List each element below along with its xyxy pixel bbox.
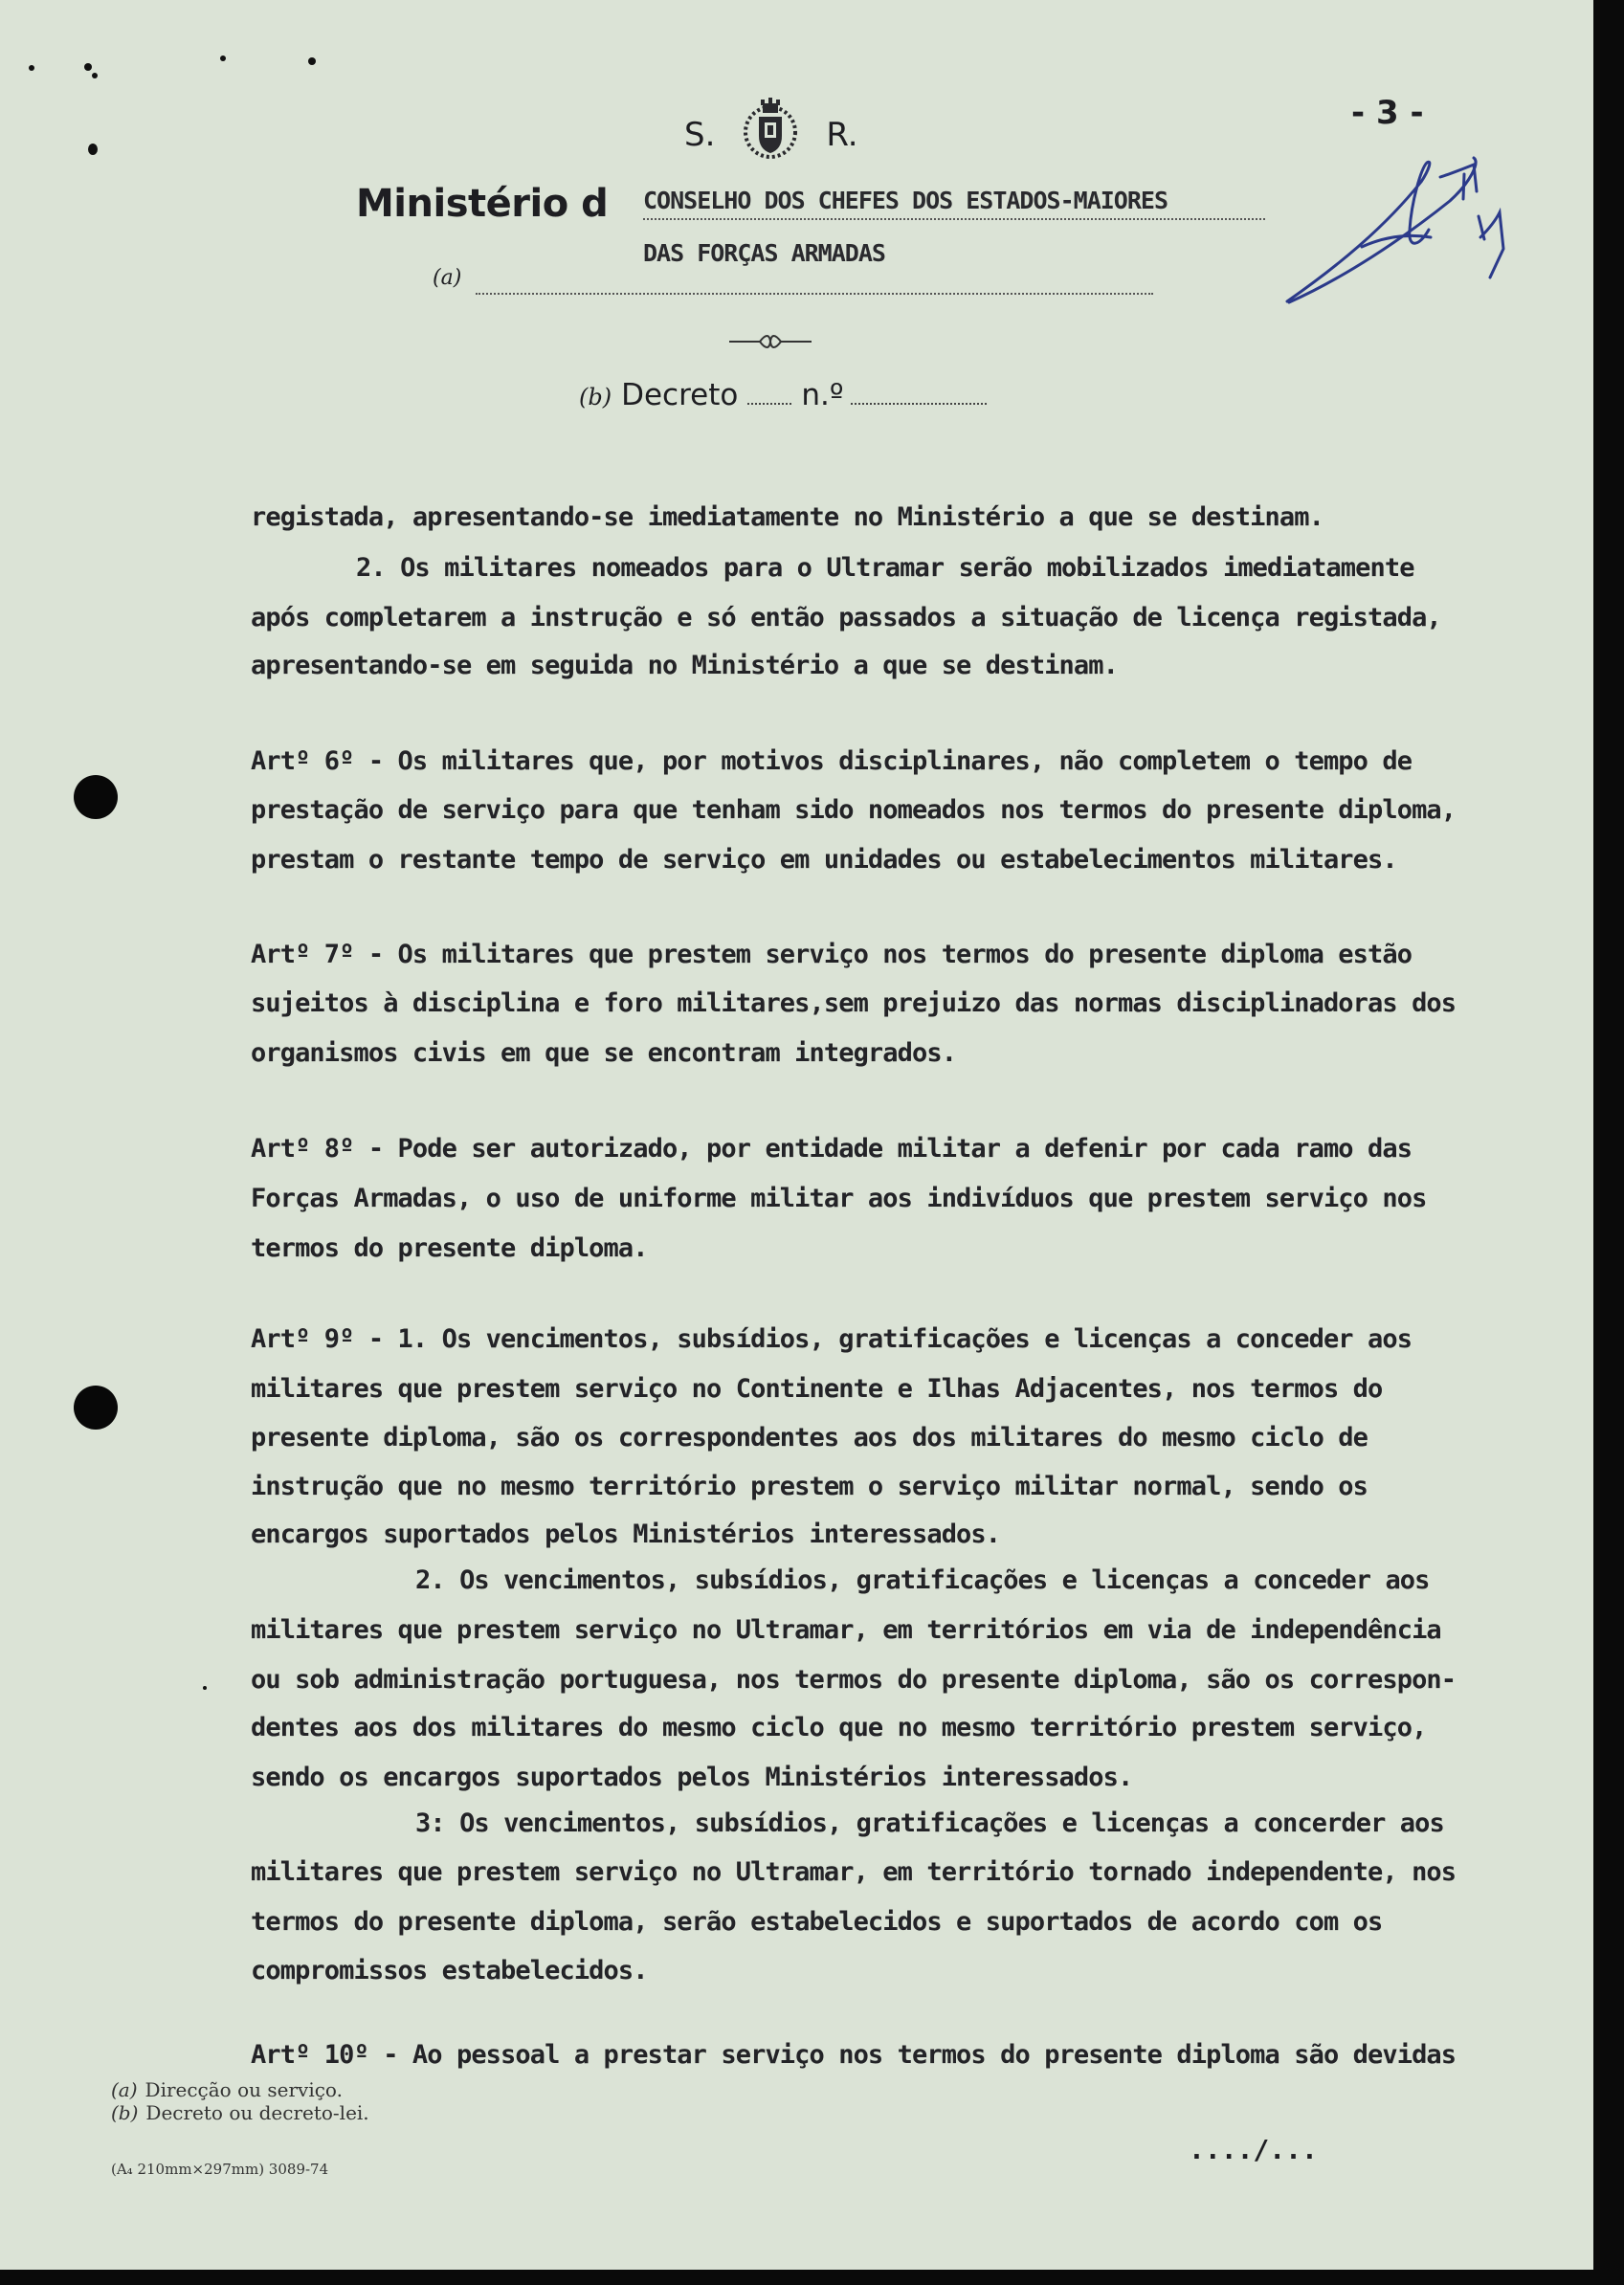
scan-speck <box>29 65 34 71</box>
handwritten-signature <box>1278 124 1517 316</box>
body-line: 2. Os militares nomeados para o Ultramar serão mobilizados imediatamente <box>356 553 1414 583</box>
body-line: 2. Os vencimentos, subsídios, gratificações e licenças a conceder aos <box>415 1565 1430 1595</box>
body-line: Artº 10º - Ao pessoal a prestar serviço nos termos do presente diploma são devidas <box>251 2040 1457 2070</box>
punch-hole <box>74 1386 118 1430</box>
body-line: instrução que no mesmo território prestem o serviço militar normal, sendo os <box>251 1472 1368 1501</box>
continuation-mark: ..../... <box>1189 2134 1318 2165</box>
footnote-marker-a: (a) <box>433 266 462 290</box>
page-number: - 3 - <box>1351 94 1424 132</box>
ministry-name-line2: DAS FORÇAS ARMADAS <box>643 239 885 267</box>
body-line: militares que prestem serviço no Ultramar, em territórios em via de independência <box>251 1615 1441 1645</box>
body-line: prestam o restante tempo de serviço em unidades ou estabelecimentos militares. <box>251 845 1397 875</box>
body-line: ou sob administração portuguesa, nos termos do presente diploma, são os correspon- <box>251 1665 1457 1695</box>
fill-in-line <box>476 293 1153 295</box>
footnote-marker-b: (b) <box>579 384 612 410</box>
header-sr <box>684 96 858 173</box>
decreto-number-label: n.º <box>801 378 844 412</box>
body-line: Artº 6º - Os militares que, por motivos disciplinares, não completem o tempo de <box>251 746 1413 776</box>
scan-speck <box>88 144 98 155</box>
decreto-type-blank <box>747 380 791 405</box>
ornament-divider <box>727 330 813 351</box>
footnote-b-marker: (b) <box>111 2101 139 2124</box>
body-line: Artº 9º - 1. Os vencimentos, subsídios, gratificações e licenças a conceder aos <box>251 1324 1413 1354</box>
body-line: termos do presente diploma, serão estabelecidos e suportados de acordo com os <box>251 1907 1383 1937</box>
scan-speck <box>92 73 98 78</box>
header-letter-r: R. <box>826 115 858 154</box>
scan-border-right <box>1593 0 1624 2285</box>
scan-speck <box>203 1686 207 1690</box>
body-line: dentes aos dos militares do mesmo ciclo que no mesmo território prestem serviço, <box>251 1713 1427 1742</box>
body-line: encargos suportados pelos Ministérios interessados. <box>251 1520 1001 1549</box>
form-code: (A₄ 210mm×297mm) 3089-74 <box>111 2161 329 2178</box>
scan-speck <box>308 57 316 65</box>
body-line: Forças Armadas, o uso de uniforme militar aos indivíduos que prestem serviço nos <box>251 1184 1427 1213</box>
footnote-b <box>111 2101 369 2124</box>
body-line: 3: Os vencimentos, subsídios, gratificações e licenças a concerder aos <box>415 1808 1444 1838</box>
body-line: militares que prestem serviço no Ultramar, em território tornado independente, nos <box>251 1857 1457 1887</box>
body-line: registada, apresentando-se imediatamente no Ministério a que se destinam. <box>251 502 1324 532</box>
body-line: prestação de serviço para que tenham sido nomeados nos termos do presente diploma, <box>251 795 1457 825</box>
punch-hole <box>74 775 118 819</box>
footnote-a <box>111 2078 343 2101</box>
body-line: termos do presente diploma. <box>251 1233 648 1263</box>
body-line: após completarem a instrução e só então passados a situação de licença registada, <box>251 603 1441 632</box>
body-line: apresentando-se em seguida no Ministério a que se destinam. <box>251 651 1118 680</box>
scan-border-bottom <box>0 2270 1624 2285</box>
ministry-name-line1: CONSELHO DOS CHEFES DOS ESTADOS-MAIORES <box>643 187 1265 220</box>
body-line: sujeitos à disciplina e foro militares,sem prejuizo das normas disciplinadoras dos <box>251 988 1457 1018</box>
decreto-number-blank <box>851 380 987 405</box>
footnote-b-text: Decreto ou decreto-lei. <box>145 2101 369 2124</box>
coat-of-arms-icon <box>740 96 801 173</box>
scan-speck <box>220 55 226 61</box>
body-line: Artº 8º - Pode ser autorizado, por entidade militar a defenir por cada ramo das <box>251 1134 1413 1164</box>
body-line: sendo os encargos suportados pelos Ministérios interessados. <box>251 1763 1133 1792</box>
decreto-label: Decreto <box>621 378 739 412</box>
footnote-a-text: Direcção ou serviço. <box>145 2078 343 2101</box>
body-line: Artº 7º - Os militares que prestem serviço nos termos do presente diploma estão <box>251 940 1413 969</box>
body-line: compromissos estabelecidos. <box>251 1956 648 1986</box>
body-line: militares que prestem serviço no Continente e Ilhas Adjacentes, nos termos do <box>251 1374 1383 1404</box>
header-letter-s: S. <box>684 115 716 154</box>
decreto-line <box>579 378 987 412</box>
footnote-a-marker: (a) <box>111 2078 138 2101</box>
ministry-label: Ministério d <box>356 182 609 226</box>
body-line: presente diploma, são os correspondentes aos dos militares do mesmo ciclo de <box>251 1423 1368 1453</box>
scan-speck <box>84 63 92 71</box>
body-line: organismos civis em que se encontram integrados. <box>251 1038 957 1068</box>
